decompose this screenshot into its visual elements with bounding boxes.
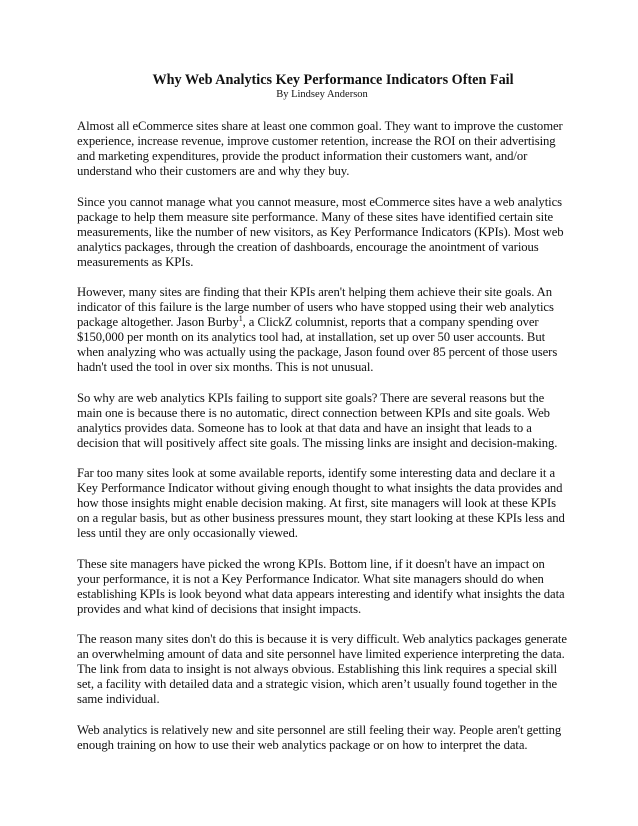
- footnote-reference: 1: [238, 313, 243, 323]
- paragraph-8: Web analytics is relatively new and site personnel are still feeling their way. People aren't getting enough training on how to use their web analytics package or on how to interpret the data.: [77, 722, 562, 752]
- paragraph-3: [77, 285, 567, 375]
- paragraph-3-text-end: , a ClickZ columnist, reports that a company spending over $150,000 per month on its analytics tool had, at installation, set up over 50 user accounts. But when analyzing who was actually using the package, Jason found over 85 percent of those users hadn't used the tool in over six months. This is not unusual.: [77, 315, 558, 374]
- paragraph-7: The reason many sites don't do this is because it is very difficult. Web analytics packages generate an overwhelming amount of data and site personnel have limited experience interpreting the data. The link from data to insight is not always obvious. Establishing this link requires a special skill set, a facility with detailed data and a strategic vision, which aren’t usually found together in the same individual.: [77, 632, 567, 706]
- document-byline: By Lindsey Anderson: [276, 89, 368, 100]
- paragraph-1: Almost all eCommerce sites share at least one common goal. They want to improve the customer experience, increase revenue, improve customer retention, increase the ROI on their advertising and marketing expenditures, provide the product information their customers want, and/or understand who their customers are and why they buy.: [77, 119, 563, 178]
- paragraph-4: So why are web analytics KPIs failing to support site goals? There are several reasons but the main one is because there is no automatic, direct connection between KPIs and site goals. Web analytics provides data. Someone has to look at that data and have an insight that leads to a decision that will positively affect site goals. The missing links are insight and decision-making.: [77, 390, 558, 450]
- paragraph-6: These site managers have picked the wrong KPIs. Bottom line, if it doesn't have an impact on your performance, it is not a Key Performance Indicator. What site managers should do when establishing KPIs is look beyond what data appears interesting and identify what insights the data provides and what kind of decisions that insight impacts.: [77, 556, 565, 616]
- paragraph-2: Since you cannot manage what you cannot measure, most eCommerce sites have a web analytics package to help them measure site performance. Many of these sites have identified certain site measurements, like the number of new visitors, as Key Performance Indicators (KPIs). Most web analytics packages, through the creation of dashboards, encourage the anointment of various measurements as KPIs.: [77, 194, 564, 269]
- document-page: [77, 72, 567, 768]
- paragraph-3-text-start: However, many sites are finding that their KPIs aren't helping them achieve their site goals. An indicator of this failure is the large number of users who have stopped using their web analytics package altogether. Jason Burby: [77, 285, 554, 329]
- paragraph-5: Far too many sites look at some available reports, identify some interesting data and declare it a Key Performance Indicator without giving enough thought to what insights the data provides and how those insights might enable decision making. At first, site managers will look at these KPIs on a regular basis, but as other business pressures mount, they start looking at these KPIs less and less until they are only occasionally viewed.: [77, 466, 565, 540]
- document-title: Why Web Analytics Key Performance Indicators Often Fail: [152, 72, 514, 88]
